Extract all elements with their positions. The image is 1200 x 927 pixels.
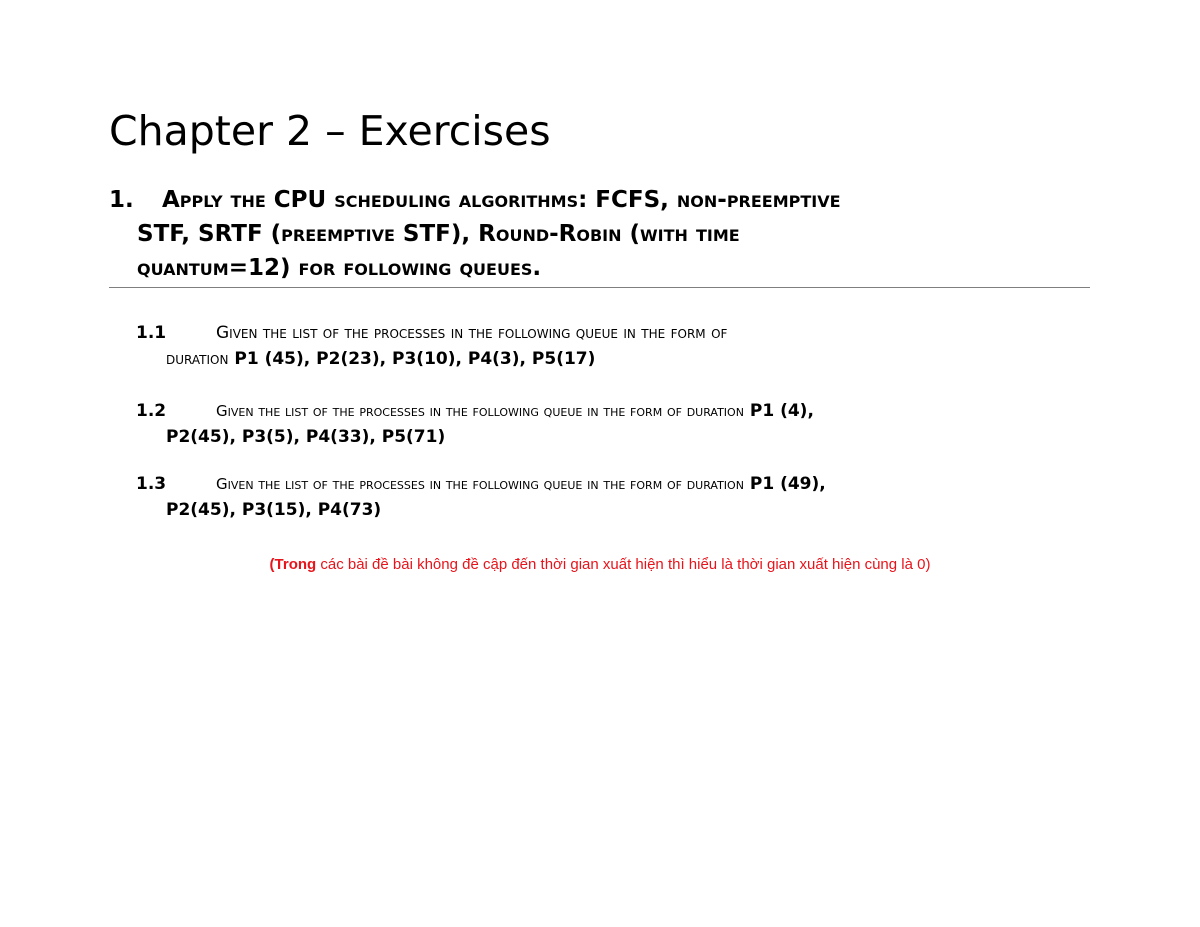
process-list: P1 (45), P2(23), P3(10), P4(3), P5(17) (228, 349, 596, 369)
process-list: P2(45), P3(15), P4(73) (166, 500, 382, 520)
subexercise-1-3 (136, 471, 1096, 523)
subexercise-line (136, 424, 1096, 450)
subexercise-description: duration (166, 349, 229, 369)
process-list: P1 (4), (743, 401, 814, 421)
process-list: P1 (49), (743, 474, 826, 494)
subexercise-description: Given the list of the processes in the following queue in the form of duration (216, 475, 744, 493)
subexercise-1-2 (136, 398, 1096, 450)
subexercise-line (136, 497, 1096, 523)
arrival-time-note (0, 556, 1200, 573)
exercise-heading (109, 183, 1089, 285)
subexercise-line (136, 398, 1096, 424)
subexercise-line (136, 320, 1096, 346)
subexercise-number: 1.3 (136, 474, 167, 494)
exercise-heading-line-1 (109, 183, 1089, 217)
exercise-heading-line-3: quantum=12) for following queues. (137, 255, 542, 281)
subexercise-line (136, 346, 1096, 372)
note-text: các bài đề bài không đề cập đến thời gian xuất hiện thì hiểu là thời gian xuất hiện cùng là 0) (316, 556, 931, 573)
process-list: P2(45), P3(5), P4(33), P5(71) (166, 427, 446, 447)
heading-divider (109, 287, 1090, 288)
subexercise-description: Given the list of the processes in the following queue in the form of (216, 323, 728, 343)
note-bold-part: (Trong (269, 556, 317, 573)
subexercise-number: 1.1 (136, 323, 167, 343)
subexercise-description: Given the list of the processes in the following queue in the form of duration (216, 402, 744, 420)
exercise-text-line-1: Apply the CPU scheduling algorithms: FCFS, non-preemptive (162, 187, 841, 213)
subexercise-number: 1.2 (136, 401, 167, 421)
exercise-heading-line-2: STF, SRTF (preemptive STF), Round-Robin (with time (137, 221, 740, 247)
exercise-number: 1. (109, 187, 134, 213)
subexercise-line (136, 471, 1096, 497)
page-title: Chapter 2 – Exercises (109, 107, 551, 155)
subexercise-1-1 (136, 320, 1096, 372)
